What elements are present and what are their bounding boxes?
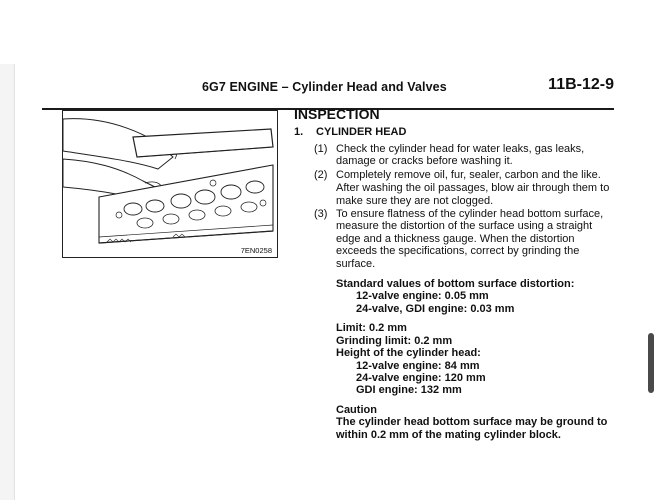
page-header — [42, 76, 614, 100]
height-title: Height of the cylinder head: — [336, 347, 481, 360]
step-number: (2) — [314, 168, 328, 181]
subsection-number: 1. — [294, 126, 304, 138]
subsection-heading — [294, 126, 614, 138]
inspection-content — [294, 106, 614, 441]
step-2-note: After washing the oil passages, blow air through them to make sure they are not clogged. — [336, 182, 610, 207]
cylinder-head-illustration — [62, 110, 278, 258]
step-text: To ensure flatness of the cylinder head bottom surface, measure the distortion of the surface using a straight edge and a thickness gauge. When the distortion exceeds the specifications, correct by grinding the surface. — [336, 208, 604, 270]
height-24-valve: 24-valve engine: 120 mm — [356, 371, 486, 384]
figure-code: 7EN0258 — [240, 246, 272, 255]
cylinder-head-drawing — [63, 111, 277, 257]
subsection-title: CYLINDER HEAD — [316, 126, 407, 138]
step-1 — [294, 143, 614, 168]
page-title: 6G7 ENGINE – Cylinder Head and Valves — [202, 80, 447, 94]
standard-value-24-valve: 24-valve, GDI engine: 0.03 mm — [356, 302, 515, 315]
caution-text: The cylinder head bottom surface may be ground to within 0.2 mm of the mating cylinder block. — [336, 416, 608, 441]
manual-page — [42, 64, 642, 500]
grinding-limit: Grinding limit: 0.2 mm — [336, 334, 453, 347]
caution-title: Caution — [336, 403, 377, 416]
height-12-valve: 12-valve engine: 84 mm — [356, 359, 480, 372]
step-number: (1) — [314, 143, 328, 155]
standard-values-title: Standard values of bottom surface distortion: — [336, 278, 575, 291]
page-code: 11B-12-9 — [548, 76, 614, 93]
scrollbar-thumb[interactable] — [648, 333, 654, 393]
height-gdi: GDI engine: 132 mm — [356, 384, 462, 397]
section-heading: INSPECTION — [294, 106, 380, 122]
step-3 — [294, 208, 614, 270]
step-text: Completely remove oil, fur, sealer, carbon and the like. — [336, 168, 601, 181]
left-panel-edge — [0, 64, 15, 500]
scrollbar-track[interactable] — [644, 0, 656, 500]
standard-value-12-valve: 12-valve engine: 0.05 mm — [356, 290, 489, 303]
limit-value: Limit: 0.2 mm — [336, 322, 407, 335]
step-number: (3) — [314, 208, 328, 221]
step-2 — [294, 169, 614, 181]
step-text: Check the cylinder head for water leaks, gas leaks, damage or cracks before washing it. — [336, 143, 585, 168]
